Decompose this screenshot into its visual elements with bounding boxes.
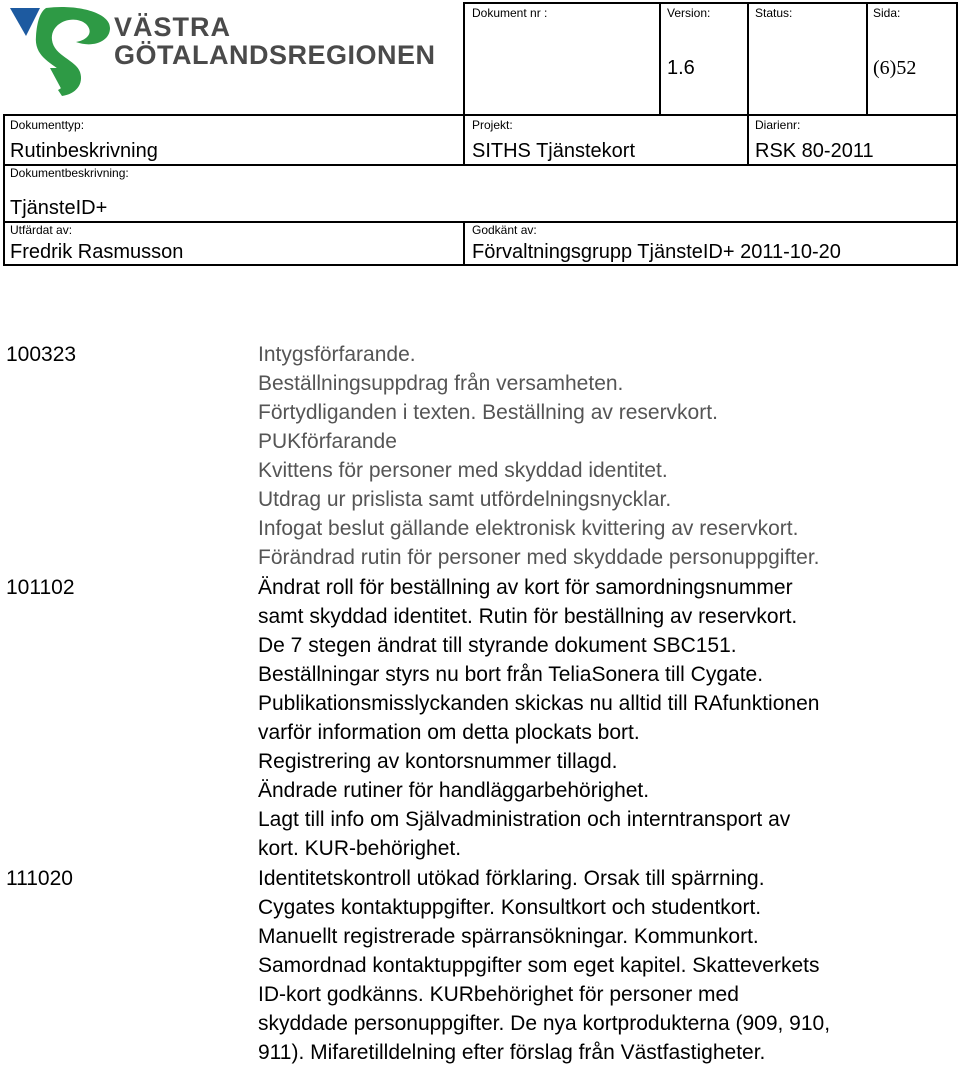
logo-text-line1: VÄSTRA [114, 12, 232, 42]
utfardat-av-value: Fredrik Rasmusson [10, 241, 184, 263]
revision-line: Identitetskontroll utökad förklaring. Orsak till spärrning. [258, 867, 765, 890]
godkant-av-label: Godkänt av: [472, 223, 537, 237]
revision-line: Manuellt registrerade spärransökningar. Kommunkort. [258, 925, 759, 948]
logo-text-line2: GÖTALANDSREGIONEN [114, 40, 436, 70]
revision-line: Registrering av kontorsnummer tillagd. [258, 750, 618, 773]
revision-line: Ändrat roll för beställning av kort för samordningsnummer [258, 576, 793, 599]
revision-line: Cygates kontaktuppgifter. Konsultkort och studentkort. [258, 896, 762, 919]
revision-date-101102: 101102 [6, 576, 75, 599]
revision-line: Beställningsuppdrag från versamheten. [258, 372, 624, 395]
utfardat-av-label: Utfärdat av: [10, 223, 73, 237]
revision-line: Förtydliganden i texten. Beställning av reservkort. [258, 401, 718, 424]
projekt-value: SITHS Tjänstekort [472, 140, 636, 162]
dokumentbeskrivning-value: TjänsteID+ [10, 197, 108, 219]
revision-line: Ändrade rutiner för handläggarbehörighet. [258, 779, 650, 802]
revision-line: varför information om detta plockats bort. [258, 721, 640, 744]
diarienr-value: RSK 80-2011 [755, 140, 874, 162]
revision-line: De 7 stegen ändrat till styrande dokument SBC151. [258, 634, 737, 657]
godkant-av-value: Förvaltningsgrupp TjänsteID+ 2011-10-20 [472, 241, 841, 263]
dokumenttyp-label: Dokumenttyp: [10, 118, 85, 132]
dokument-nr-label: Dokument nr : [472, 6, 548, 20]
revision-line: Publikationsmisslyckanden skickas nu alltid till RAfunktionen [258, 692, 820, 715]
revision-line: Infogat beslut gällande elektronisk kvittering av reservkort. [258, 517, 799, 540]
revision-line: Samordnad kontaktuppgifter som eget kapitel. Skatteverkets [258, 954, 820, 977]
document-header-table [3, 2, 958, 266]
revision-date-100323: 100323 [6, 343, 77, 366]
revision-line: kort. KUR-behörighet. [258, 837, 462, 860]
revision-line: 911). Mifaretilldelning efter förslag från Västfastigheter. [258, 1041, 766, 1064]
revision-line: Beställningar styrs nu bort från TeliaSonera till Cygate. [258, 663, 764, 686]
dokumentbeskrivning-label: Dokumentbeskrivning: [10, 166, 129, 180]
revision-line: Intygsförfarande. [258, 343, 416, 366]
revision-line: Förändrad rutin för personer med skyddade personuppgifter. [258, 546, 820, 569]
revision-line: Kvittens för personer med skyddad identitet. [258, 459, 668, 482]
diarienr-label: Diarienr: [755, 118, 801, 132]
revision-line: ID-kort godkänns. KURbehörighet för personer med [258, 983, 739, 1006]
version-value: 1.6 [667, 57, 695, 79]
revision-line: PUKförfarande [258, 430, 397, 453]
status-label: Status: [755, 6, 793, 20]
revision-line: Utdrag ur prislista samt utfördelningsnycklar. [258, 488, 672, 511]
projekt-label: Projekt: [472, 118, 513, 132]
revision-line: Lagt till info om Självadministration och interntransport av [258, 808, 791, 831]
version-label: Version: [667, 6, 711, 20]
dokumenttyp-value: Rutinbeskrivning [10, 140, 158, 162]
revision-date-111020: 111020 [6, 867, 73, 890]
sida-label: Sida: [873, 6, 901, 20]
revision-line: skyddade personuppgifter. De nya kortprodukterna (909, 910, [258, 1012, 831, 1035]
revision-line: samt skyddad identitet. Rutin för beställning av reservkort. [258, 605, 798, 628]
sida-value: (6)52 [873, 57, 917, 79]
